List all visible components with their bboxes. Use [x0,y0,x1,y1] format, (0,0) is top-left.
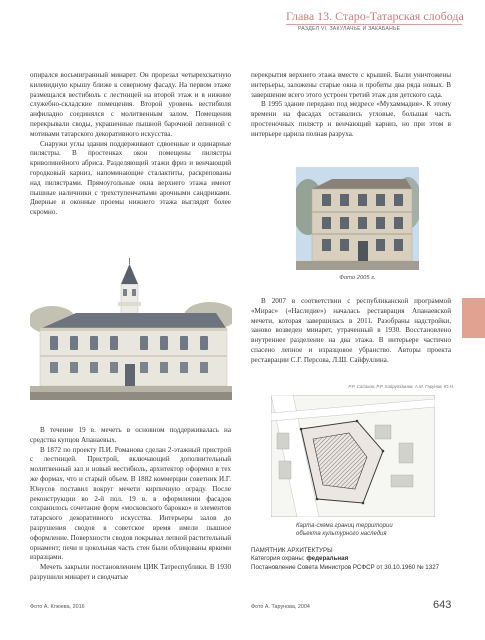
left-column-bottom [30,426,231,583]
heritage-category-label: Категория охраны: [251,555,305,563]
building-photo-2005 [296,167,419,270]
paragraph: В 1872 по проекту П.И. Романова сделан 2-этажный пристрой с лестницей. Пристрой, включающий дополнительный молитвенный зал и новый вестибюль, архитектор оформил в тех же формах, что и старый объем. В 1882 коммерции советник И.Г. Юнусов поставил вокруг мечети кирпичную ограду. После реконструкции во 2-й пол. 19 в. в оформлении фасадов сохранилось сочетание форм «московского барокко» и элементов татарского декоративного искусства. Интерьеры залов до разрушения сводов в советское время имели пышное оформление. Поверхности сводов покрывал лепной растительный орнамент; печи и цокольная часть стен были облицованы яркими изразцами. [30,445,231,562]
mosque-photo [30,258,232,400]
map-caption-line: Карта-схема границ территории [296,523,393,529]
map-caption-line: объекта культурного наследия [296,531,387,537]
heritage-title: ПАМЯТНИК АРХИТЕКТУРЫ [251,547,333,554]
paragraph: В течение 19 в. мечеть в основном поддерживалась на средства купцов Апанаевых. [30,426,231,444]
paragraph: В 1995 здание передано под медресе «Мухаммадия». К этому времени на фасадах оставались угловые, большая часть простеночных пилястр и венчающий карниз, но при этом в интерьере царила полная разруха. [251,100,451,138]
left-column-top [30,71,231,218]
paragraph: опиралcя восьмигранный минарет. Он прорезал четырехскатную килевидную крышу ближе к северному фасаду. На первом этаже размещался вестибюль с лестницей на второй этаж и в нижние служебно-складские помещения. Второй уровень вестибюля анфиладно соединялся с молитвенным залом. Помещения перекрывали своды, украшенные пышной барочной лепниной с мотивами татарского декоративного искусства. [30,71,231,138]
paragraph: Снаружи углы здания поддерживают сдвоенные и одинарные пилястры. В простенках окон помещены пилястры криволинейного абриса. Разделяющий этажи фриз и венчающий городковый карниз, напоминающие сталактиты, раскреповаиы над пилястрами. Прямоугольные окна верхнего этажа имеют пышные наличники с трехступенчатыми арочными сандриками. Дверные и оконные проемы нижнего этажа выглядят более скромно. [30,139,231,217]
page-number: 643 [433,599,452,611]
footer-photo-credit-right: Фото А. Тарунова, 2004 [251,604,310,610]
map-caption [296,522,436,538]
heritage-category [251,555,461,563]
authors-credit: Р.Р. Салахов, Р.Р. Хайрутдинов, А.М. Гарунов, Ю.Н. [348,384,454,389]
header-rule [286,24,462,25]
section-subtitle: РАЗДЕЛ VI. ЗАКУЛАЧЬЕ И ЗАКАБАНЬЕ [298,26,401,32]
right-column-middle [251,297,451,366]
paragraph: В 2007 в соответствии с республиканской программой «Мирас» («Наследие») началась реставрация Апанаевской мечети, которая завершилась в 2011. Разобраны надстройки, заново возведен минарет, утраченный в 1930. Восстановлено внутреннее разделение на два этажа. В интерьере частично спасено лепное и изразцовое убранство. Авторы проекта реставрации С.Г. Персова, Л.Ш. Сайфуллина. [251,297,451,364]
territory-map [271,395,435,517]
right-column-top [251,71,451,140]
photo-caption: Фото 2005 г. [339,275,376,281]
heritage-decree: Постановление Совета Министров РСФСР от 30.10.1960 № 1327 [251,563,440,571]
footer-photo-credit-left: Фото А. Клюева, 2016 [30,604,85,610]
chapter-title: Глава 13. Старо-Татарская слобода [286,9,464,23]
section-tab-marker [462,298,485,338]
heritage-category-value: федеральная [306,555,349,563]
paragraph: перекрытия верхнего этажа вместе с крышей. Были уничтожены интерьеры, заложены старые окна и пробиты два ряда новых. В завершение всего этого устроен третий этаж для детского сада. [251,71,451,99]
heritage-info [251,547,461,572]
paragraph: Мечеть закрыли постановлением ЦИК Татреспублики. В 1930 разрушили минарет и сводчатые [30,563,231,581]
